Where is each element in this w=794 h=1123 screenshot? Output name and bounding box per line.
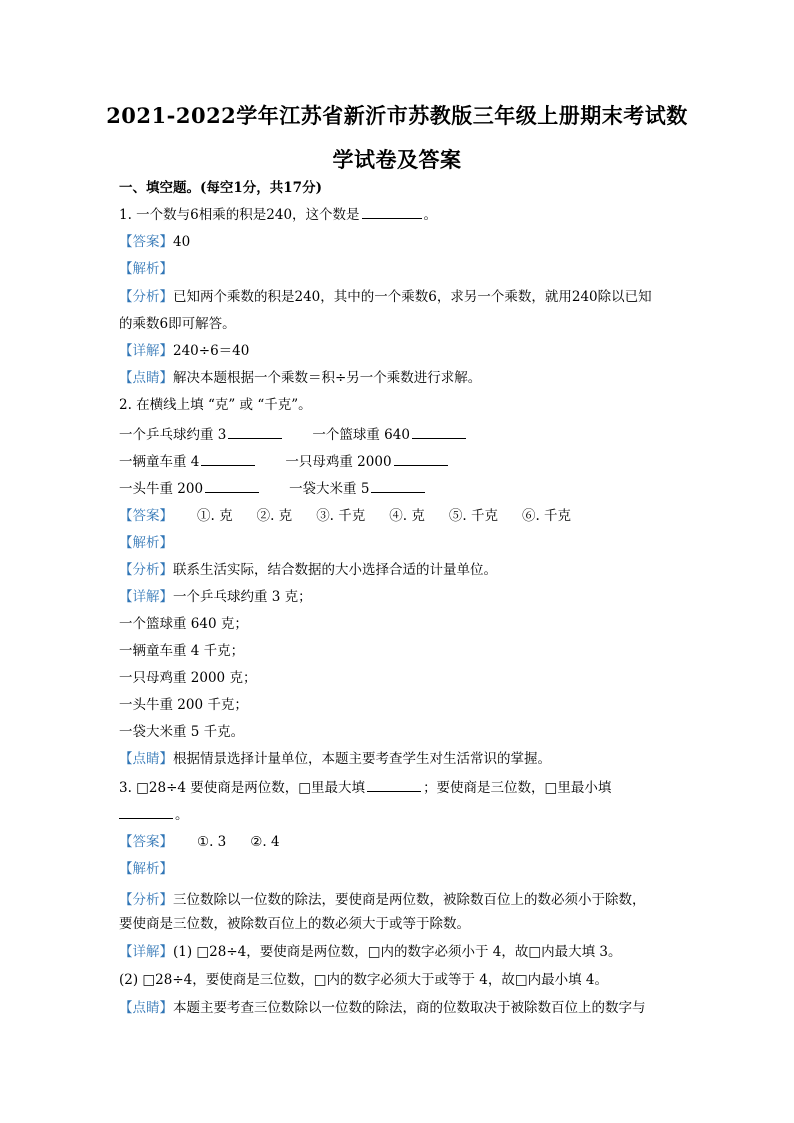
question-1-answer [119,232,190,252]
question-1-detail [119,341,249,361]
analysis-tag: 【解析】 [119,861,173,877]
question-1-fenxi-cont: 的乘数6即可解答。 [119,316,236,332]
fenxi-tag: 【分析】 [119,892,173,908]
detail-text: 一个乒乓球约重 3 克； [173,589,312,605]
answer-blank [371,478,425,493]
detail-line: 一辆童车重 4 千克； [119,643,245,659]
row-item: 一辆童车重 4 [119,454,200,470]
question-2-answer [119,506,571,526]
analysis-tag: 【解析】 [119,261,173,277]
fenxi-tag: 【分析】 [119,562,173,578]
question-2-row-3 [119,478,427,499]
answer-value: 40 [173,234,191,250]
question-1-end: 。 [423,207,438,223]
question-3-point [119,998,646,1018]
row-item: 一袋大米重 5 [289,481,370,497]
detail-tag: 【详解】 [119,589,173,605]
row-item: 一头牛重 200 [119,481,204,497]
detail-tag: 【详解】 [119,944,173,960]
answer-tag: 【答案】 [119,234,173,250]
answer-item-6: ⑥. 千克 [521,508,572,524]
point-text: 根据情景选择计量单位，本题主要考查学生对生活常识的掌握。 [173,751,551,767]
question-3-text-cont: ；要使商是三位数，□里最小填 [423,780,612,796]
question-1-point [119,368,481,388]
answer-blank [367,777,421,792]
question-3-answer [119,832,280,852]
question-3-detail [119,942,622,962]
answer-tag: 【答案】 [119,834,173,850]
detail-line: 一只母鸡重 2000 克； [119,670,257,686]
detail-text: (1) □28÷4，要使商是两位数，□内的数字必须小于 4，故□内最大填 3。 [173,944,622,960]
row-item: 一个乒乓球约重 3 [119,427,227,443]
answer-item-1: ①. 3 [197,834,227,850]
question-1-text: 1. 一个数与6相乘的积是240，这个数是 [119,207,360,223]
question-3-fenxi [119,890,646,910]
fenxi-text: 三位数除以一位数的除法，要使商是两位数，被除数百位上的数必须小于除数， [173,892,646,908]
fenxi-text: 已知两个乘数的积是240，其中的一个乘数6，求另一个乘数，就用240除以已知 [173,289,652,305]
question-2-row-1 [119,424,468,445]
answer-blank [228,424,282,439]
answer-tag: 【答案】 [119,508,173,524]
question-3-stem-cont [119,804,189,825]
detail-line: 一袋大米重 5 千克。 [119,724,245,740]
point-tag: 【点睛】 [119,370,173,386]
question-2-fenxi [119,560,497,580]
question-3-end: 。 [175,807,189,823]
detail-line: (2) □28÷4，要使商是三位数，□内的数字必须大于或等于 4，故□内最小填 4。 [119,972,609,988]
question-3-text: 3. □28÷4 要使商是两位数，□里最大填 [119,780,366,796]
detail-line: 一头牛重 200 千克； [119,697,248,713]
question-2-point [119,749,551,769]
answer-item-5: ⑤. 千克 [448,508,498,524]
question-2-stem: 2. 在横线上填 “克” 或 “千克”。 [119,397,312,413]
page-title-line1: 2021-2022学年江苏省新沂市苏教版三年级上册期末考试数 [106,103,688,128]
answer-blank [201,451,255,466]
answer-blank [394,451,448,466]
row-item: 一个篮球重 640 [312,427,410,443]
point-tag: 【点睛】 [119,751,173,767]
point-text: 本题主要考查三位数除以一位数的除法，商的位数取决于被除数百位上的数字与 [173,1000,646,1016]
answer-blank [205,478,259,493]
answer-blank [362,204,422,219]
question-3-fenxi-cont: 要使商是三位数，被除数百位上的数必须大于或等于除数。 [119,916,470,932]
detail-tag: 【详解】 [119,343,173,359]
question-1-fenxi [119,287,652,307]
question-3-stem [119,777,611,798]
question-2-detail [119,587,312,607]
point-text: 解决本题根据一个乘数＝积÷另一个乘数进行求解。 [173,370,482,386]
fenxi-text: 联系生活实际，结合数据的大小选择合适的计量单位。 [173,562,497,578]
answer-item-4: ④. 克 [389,508,425,524]
analysis-tag: 【解析】 [119,535,173,551]
detail-line: 一个篮球重 640 克； [119,616,248,632]
answer-blank [412,424,466,439]
page-title-line2: 学试卷及答案 [332,147,462,172]
answer-item-3: ③. 千克 [316,508,366,524]
row-item: 一只母鸡重 2000 [285,454,392,470]
answer-item-2: ②. 克 [256,508,293,524]
point-tag: 【点睛】 [119,1000,173,1016]
answer-item-2: ②. 4 [250,834,280,850]
question-1-stem [119,204,437,225]
fenxi-tag: 【分析】 [119,289,173,305]
answer-blank [119,804,173,819]
answer-item-1: ①. 克 [197,508,233,524]
question-2-row-2 [119,451,450,472]
section-heading: 一、填空题。(每空1分，共17分) [119,180,322,196]
detail-text: 240÷6＝40 [173,343,250,359]
